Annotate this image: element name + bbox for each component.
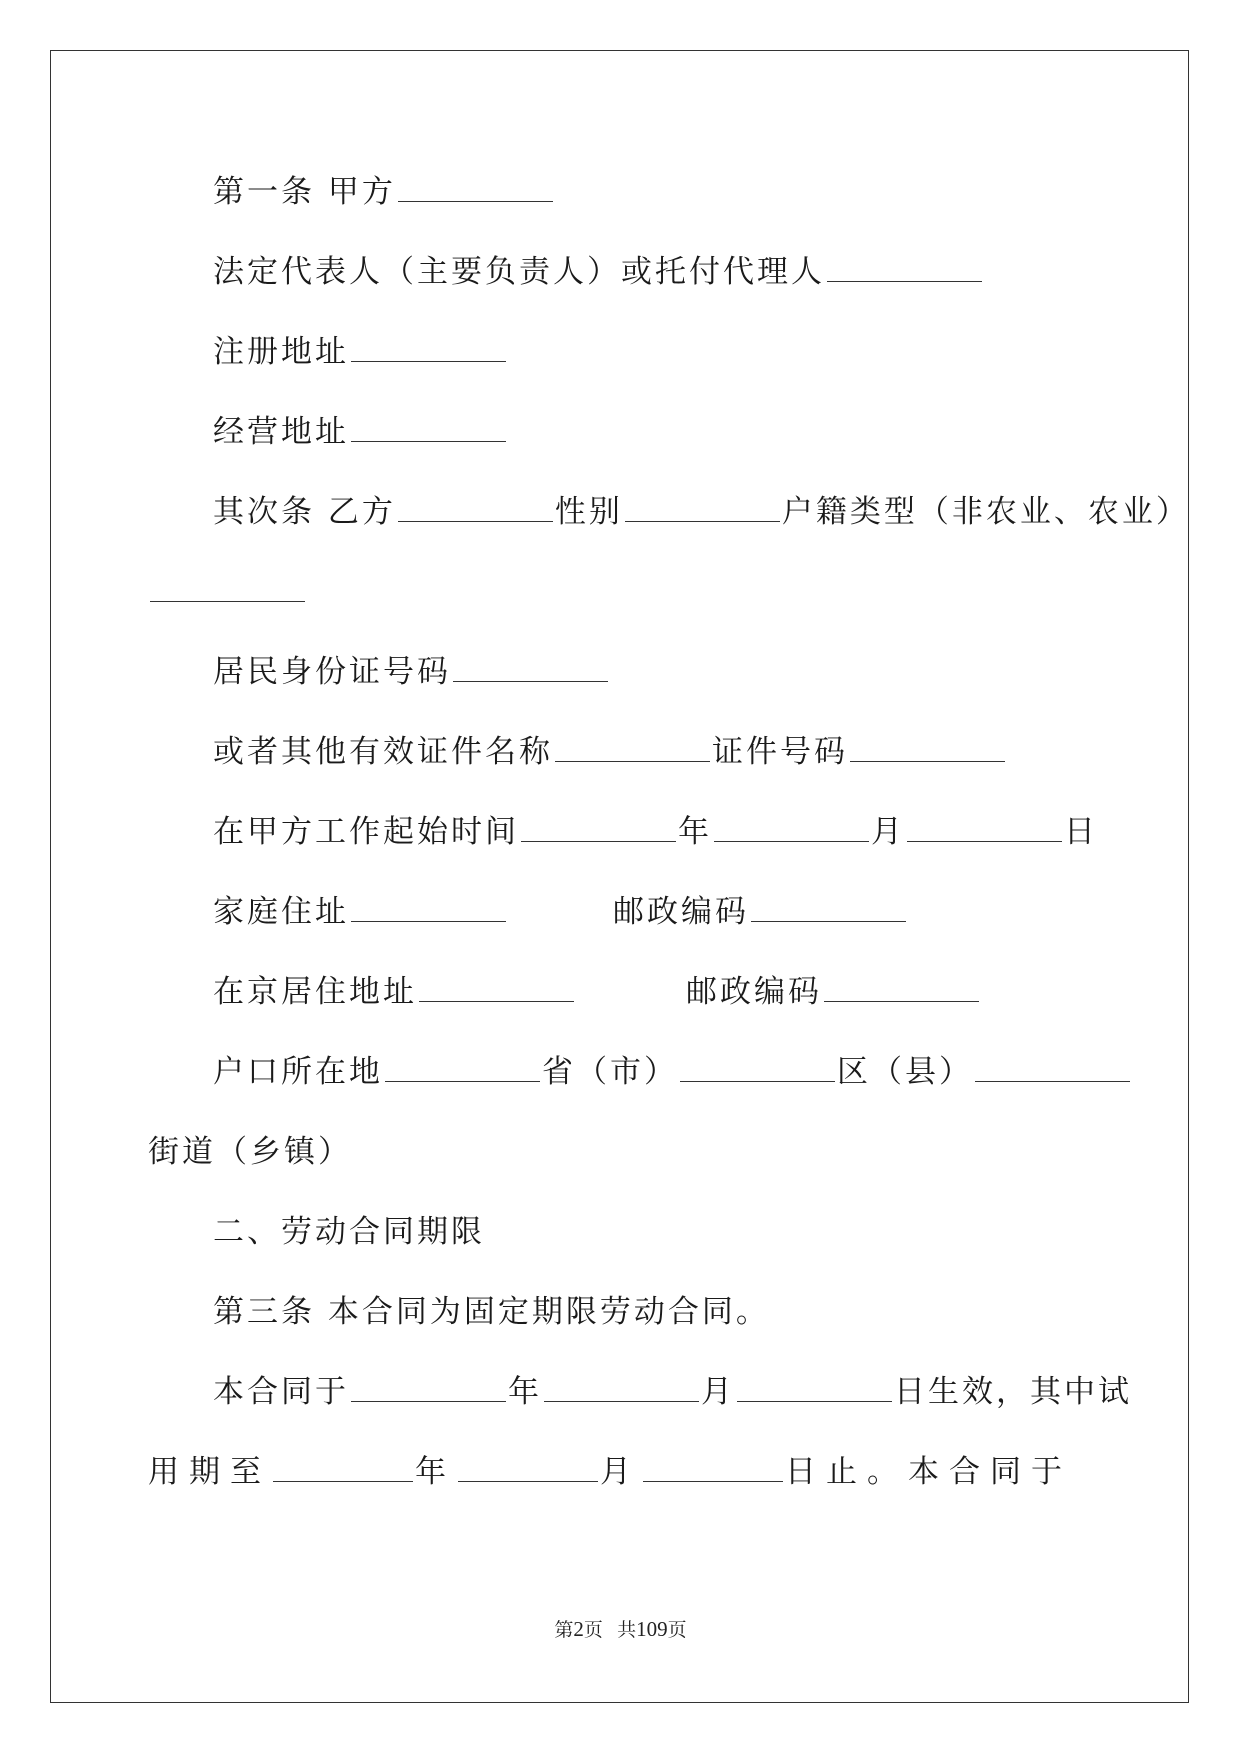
home-address-line [213, 892, 908, 932]
effective-date-label: 本合同于 [213, 1374, 349, 1410]
party-b-line [213, 492, 1190, 532]
page-number: 2 [573, 1617, 584, 1641]
household-type-label: 户籍类型（非农业、农业） [781, 494, 1190, 530]
day-label: 日 [1064, 814, 1098, 850]
start-date-label: 在甲方工作起始时间 [213, 814, 519, 850]
home-address-label: 家庭住址 [213, 894, 349, 930]
business-address-blank[interactable] [351, 417, 506, 442]
other-id-name-blank[interactable] [555, 737, 710, 762]
party-b-label: 其次条 乙方 [213, 494, 396, 530]
article-three-text: 第三条 本合同为固定期限劳动合同。 [213, 1294, 770, 1330]
probation-day-blank[interactable] [643, 1457, 783, 1482]
district-label: 区（县） [837, 1054, 973, 1090]
household-type-blank[interactable] [150, 577, 305, 602]
registered-address-blank[interactable] [351, 337, 506, 362]
hukou-district-blank[interactable] [680, 1057, 835, 1082]
other-id-number-blank[interactable] [850, 737, 1005, 762]
home-address-blank[interactable] [351, 897, 506, 922]
month-label: 月 [701, 1374, 735, 1410]
party-b-blank[interactable] [398, 497, 553, 522]
home-postcode-label: 邮政编码 [613, 894, 749, 930]
total-pages: 109 [636, 1617, 668, 1641]
month-label: 月 [600, 1454, 641, 1490]
business-address-line [213, 412, 508, 452]
province-label: 省（市） [542, 1054, 678, 1090]
hukou-label: 户口所在地 [213, 1054, 383, 1090]
probation-suffix: 日止。本合同于 [785, 1454, 1072, 1490]
street-label: 街道（乡镇） [148, 1134, 352, 1170]
effective-day-blank[interactable] [737, 1377, 892, 1402]
page-suffix: 页 [667, 1620, 687, 1641]
start-date-line [213, 812, 1098, 852]
legal-rep-blank[interactable] [827, 257, 982, 282]
page-prefix: 第 [554, 1620, 574, 1641]
household-type-line [148, 572, 307, 612]
other-id-line [213, 732, 1007, 772]
probation-month-blank[interactable] [458, 1457, 598, 1482]
year-label: 年 [415, 1454, 456, 1490]
article-three-line [213, 1292, 770, 1332]
beijing-address-line [213, 972, 981, 1012]
street-line [148, 1132, 352, 1172]
section-heading [213, 1212, 485, 1252]
gender-blank[interactable] [625, 497, 780, 522]
probation-year-blank[interactable] [273, 1457, 413, 1482]
id-number-blank[interactable] [453, 657, 608, 682]
id-number-line [213, 652, 610, 692]
other-id-name-label: 或者其他有效证件名称 [213, 734, 553, 770]
page-footer [0, 1617, 1241, 1643]
party-a-line [213, 172, 555, 212]
start-month-blank[interactable] [714, 817, 869, 842]
page-mid: 页 共 [583, 1620, 637, 1641]
legal-rep-line [213, 252, 984, 292]
gender-label: 性别 [554, 494, 623, 530]
start-year-blank[interactable] [521, 817, 676, 842]
beijing-address-label: 在京居住地址 [213, 974, 417, 1010]
probation-label: 用期至 [148, 1454, 271, 1490]
hukou-province-blank[interactable] [385, 1057, 540, 1082]
party-a-blank[interactable] [398, 177, 553, 202]
beijing-address-blank[interactable] [419, 977, 574, 1002]
registered-address-line [213, 332, 508, 372]
effective-date-line [213, 1372, 1132, 1412]
effective-suffix: 日生效，其中试 [894, 1374, 1132, 1410]
month-label: 月 [871, 814, 905, 850]
business-address-label: 经营地址 [213, 414, 349, 450]
id-number-label: 居民身份证号码 [213, 654, 451, 690]
other-id-number-label: 证件号码 [712, 734, 848, 770]
contract-term-heading: 二、劳动合同期限 [213, 1214, 485, 1250]
legal-rep-label: 法定代表人（主要负责人）或托付代理人 [213, 254, 825, 290]
party-a-label: 第一条 甲方 [213, 174, 396, 210]
hukou-line [213, 1052, 1132, 1092]
beijing-postcode-blank[interactable] [824, 977, 979, 1002]
beijing-postcode-label: 邮政编码 [686, 974, 822, 1010]
year-label: 年 [508, 1374, 542, 1410]
year-label: 年 [678, 814, 712, 850]
registered-address-label: 注册地址 [213, 334, 349, 370]
effective-month-blank[interactable] [544, 1377, 699, 1402]
probation-line [148, 1452, 1072, 1492]
start-day-blank[interactable] [907, 817, 1062, 842]
effective-year-blank[interactable] [351, 1377, 506, 1402]
home-postcode-blank[interactable] [751, 897, 906, 922]
hukou-street-blank[interactable] [975, 1057, 1130, 1082]
